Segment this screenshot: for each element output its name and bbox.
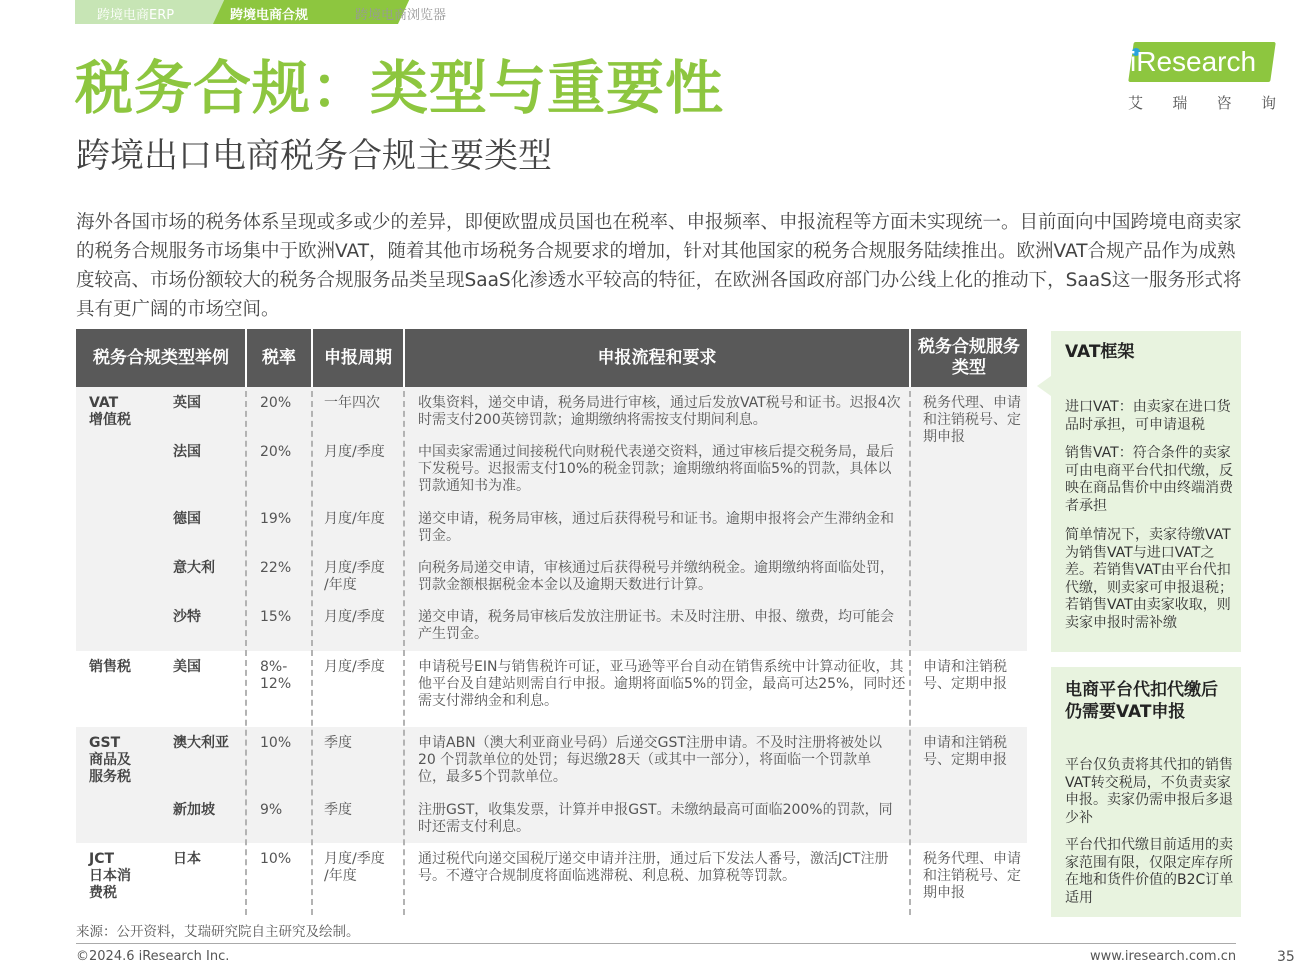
logo-char: 瑞 [1172,94,1188,112]
process-italy: 向税务局递交申请，审核通过后获得税号并缴纳税金。逾期缴纳将面临处罚，罚款金额根据税金本金以及逾期天数进行计算。 [418,560,894,593]
rate-usa: 8%- 12% [260,659,292,692]
rate-australia: 10% [260,735,292,751]
tab-cross-border-erp[interactable]: 跨境电商ERP [97,8,175,23]
logo-char: 咨 [1216,94,1232,112]
page-number: 35 [1277,949,1295,965]
footer-divider [76,943,1236,944]
rate-saudi: 15% [260,609,292,625]
top-nav [75,0,555,24]
rate-germany: 19% [260,511,292,527]
tab-cross-border-browser[interactable]: 跨境电商浏览器 [355,8,447,23]
rate-singapore: 9% [260,802,283,818]
iresearch-logo [1128,42,1278,114]
country-usa: 美国 [173,659,201,675]
category-jct: JCT 日本消 费税 [89,851,131,901]
process-australia: 申请ABN（澳大利亚商业号码）后递交GST注册申请。不及时注册将被处以 20 个罚款单位的处罚；每迟缴28天（或其中一部分），将面临一个罚款单位，最多5个罚款单位。 [418,735,882,785]
process-japan: 通过税代向递交国税厅递交申请并注册，通过后下发法人番号，激活JCT注册号。不遵守合规制度将面临逃滞税、利息税、加算税等罚款。 [418,851,889,884]
service-vat: 税务代理、申请和注销税号、定期申报 [923,395,1021,445]
service-sales-tax: 申请和注销税号、定期申报 [923,659,1007,692]
country-australia: 澳大利亚 [173,735,229,751]
website-link[interactable]: www.iresearch.com.cn [1090,949,1237,964]
vat-framework-sales: 销售VAT：符合条件的卖家可由电商平台代扣代缴，反映在商品售价中由终端消费者承担 [1065,445,1233,514]
vat-framework-title: VAT框架 [1065,342,1135,362]
rate-uk: 20% [260,395,292,411]
rate-italy: 22% [260,560,292,576]
platform-vat-title: 电商平台代扣代缴后仍需要VAT申报 [1065,680,1218,722]
page-subtitle: 跨境出口电商税务合规主要类型 [76,136,552,176]
category-gst: GST 商品及 服务税 [89,735,131,785]
country-italy: 意大利 [173,560,215,576]
column-divider [311,391,313,915]
logo-char: 询 [1260,94,1276,112]
table-header [76,329,1027,387]
header-service: 税务合规服务类型 [918,337,1020,378]
period-uk: 一年四次 [324,395,380,411]
logo-char: 艾 [1128,94,1144,112]
rate-france: 20% [260,444,292,460]
process-uk: 收集资料，递交申请，税务局进行审核，通过后发放VAT税号和证书。迟报4次时需支付200英镑罚款；逾期缴纳将需按支付期间利息。 [418,395,901,428]
platform-vat-panel [1051,667,1241,917]
page-title: 税务合规：类型与重要性 [75,54,725,122]
intro-paragraph: 海外各国市场的税务体系呈现或多或少的差异，即便欧盟成员国也在税率、申报频率、申报流程等方面未实现统一。目前面向中国跨境电商卖家的税务合规服务市场集中于欧洲VAT，随着其他市场税务合规要求的增加，针对其他国家的税务合规服务陆续推出。欧洲VAT合规产品作为成熟度较高、市场份额较大的税务合规服务品类呈现SaaS化渗透水平较高的特征，在欧洲各国政府部门办公线上化的推动下，SaaS这一服务形式将具有更广阔的市场空间。 [76,212,1242,320]
vat-framework-panel [1051,331,1241,652]
column-divider [403,391,405,915]
period-saudi: 月度/季度 [324,609,385,625]
vat-framework-import: 进口VAT：由卖家在进口货品时承担，可申请退税 [1065,399,1231,433]
header-process: 申报流程和要求 [597,347,717,368]
process-germany: 递交申请，税务局审核，通过后获得税号和证书。逾期申报将会产生滞纳金和罚金。 [418,511,894,544]
platform-vat-p1: 平台仅负责将其代扣的销售VAT转交税局，不负责卖家申报。卖家仍需申报后多退少补 [1065,757,1233,826]
process-singapore: 注册GST，收集发票，计算并申报GST。未缴纳最高可面临200%的罚款，同时还需支付利息。 [418,802,893,835]
period-australia: 季度 [324,735,352,751]
platform-vat-p2: 平台代扣代缴目前适用的卖家范围有限，仅限定库存所在地和货件价值的B2C订单适用 [1065,837,1234,906]
process-france: 中国卖家需通过间接税代向财税代表递交资料，通过审核后提交税务局，最后下发税号。迟报需支付10%的税金罚款；逾期缴纳将面临5%的罚款，具体以罚款通知书为准。 [418,444,894,494]
period-singapore: 季度 [324,802,352,818]
country-japan: 日本 [173,851,201,867]
column-divider [245,391,247,915]
vat-framework-calc: 简单情况下，卖家待缴VAT为销售VAT与进口VAT之差。若销售VAT由平台代扣代缴，则卖家可申报退税；若销售VAT由卖家收取，则卖家申报时需补缴 [1065,527,1233,631]
header-period: 申报周期 [324,347,392,368]
country-germany: 德国 [173,511,201,527]
country-uk: 英国 [173,395,201,411]
header-rate: 税率 [262,347,296,368]
process-usa: 申请税号EIN与销售税许可证，亚马逊等平台自动在销售系统中计算动征收，其他平台及自建站则需自行申报。逾期将面临5%的罚金，最高可达25%，同时还需支付滞纳金和利息。 [418,659,906,709]
column-divider [909,391,911,915]
country-france: 法国 [173,444,201,460]
service-jct: 税务代理、申请和注销税号、定期申报 [923,851,1021,901]
period-germany: 月度/年度 [324,511,385,527]
country-singapore: 新加坡 [173,802,215,818]
service-gst: 申请和注销税号、定期申报 [923,735,1007,768]
process-saudi: 递交申请，税务局审核后发放注册证书。未及时注册、申报、缴费，均可能会产生罚金。 [418,609,894,642]
panel-pointer-icon [1037,376,1051,396]
rate-japan: 10% [260,851,292,867]
period-france: 月度/季度 [324,444,385,460]
header-type: 税务合规类型举例 [93,347,229,368]
category-sales-tax: 销售税 [89,659,131,675]
country-saudi: 沙特 [173,609,201,625]
period-usa: 月度/季度 [324,659,385,675]
period-italy: 月度/季度 /年度 [324,560,385,593]
copyright: ©2024.6 iResearch Inc. [76,949,230,964]
period-japan: 月度/季度 /年度 [324,851,385,884]
logo-brand: iResearch [1130,46,1257,77]
category-vat: VAT 增值税 [89,395,131,428]
tab-cross-border-compliance[interactable]: 跨境电商合规 [230,8,309,23]
logo-chinese [1128,92,1276,113]
source-note: 来源：公开资料，艾瑞研究院自主研究及绘制。 [76,924,360,940]
